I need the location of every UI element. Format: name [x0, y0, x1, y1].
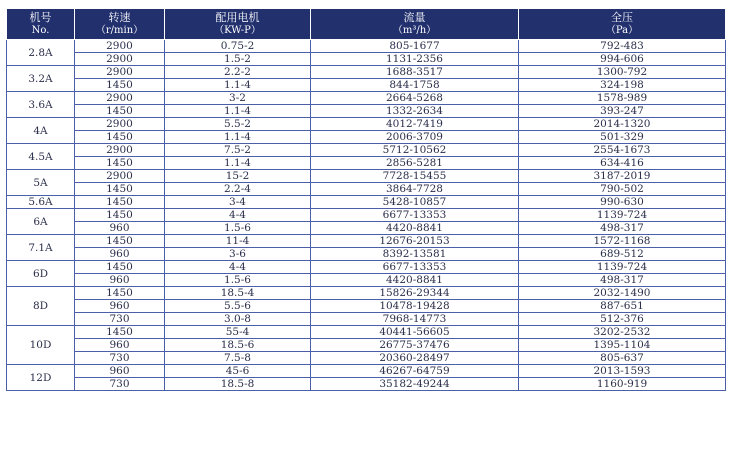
- flow-cell: 35182-49244: [311, 378, 519, 391]
- speed-cell: 730: [75, 378, 165, 391]
- pressure-cell: 1160-919: [519, 378, 726, 391]
- model-cell: 3.6A: [7, 92, 75, 118]
- speed-cell: 2900: [75, 144, 165, 157]
- model-cell: 5A: [7, 170, 75, 196]
- table-row: [7, 183, 726, 196]
- speed-cell: 730: [75, 313, 165, 326]
- model-cell: 4A: [7, 118, 75, 144]
- speed-cell: 1450: [75, 79, 165, 92]
- flow-cell: 1688-3517: [311, 66, 519, 79]
- model-cell: 2.8A: [7, 40, 75, 66]
- table-row: [7, 261, 726, 274]
- pressure-cell: 2554-1673: [519, 144, 726, 157]
- motor-cell: 3.0-8: [165, 313, 311, 326]
- flow-cell: 1332-2634: [311, 105, 519, 118]
- speed-cell: 1450: [75, 183, 165, 196]
- motor-cell: 3-6: [165, 248, 311, 261]
- header-speed: [75, 9, 165, 40]
- flow-cell: 2006-3709: [311, 131, 519, 144]
- header-model-sub: No.: [31, 25, 50, 36]
- header-speed-label: 转速: [108, 11, 131, 24]
- flow-cell: 26775-37476: [311, 339, 519, 352]
- motor-cell: 11-4: [165, 235, 311, 248]
- motor-cell: 1.1-4: [165, 105, 311, 118]
- pressure-cell: 3202-2532: [519, 326, 726, 339]
- speed-cell: 2900: [75, 66, 165, 79]
- speed-cell: 1450: [75, 196, 165, 209]
- motor-cell: 4-4: [165, 209, 311, 222]
- header-row: [7, 9, 726, 40]
- fan-spec-table-container: [6, 9, 725, 391]
- motor-cell: 55-4: [165, 326, 311, 339]
- table-row: [7, 170, 726, 183]
- pressure-cell: 2014-1320: [519, 118, 726, 131]
- model-cell: 10D: [7, 326, 75, 365]
- flow-cell: 40441-56605: [311, 326, 519, 339]
- speed-cell: 2900: [75, 118, 165, 131]
- table-row: [7, 131, 726, 144]
- table-body: [7, 40, 726, 391]
- table-row: [7, 66, 726, 79]
- table-row: [7, 313, 726, 326]
- header-model: [7, 9, 75, 40]
- model-cell: 6D: [7, 261, 75, 287]
- motor-cell: 1.1-4: [165, 79, 311, 92]
- table-header: [7, 9, 726, 40]
- header-flow: [311, 9, 519, 40]
- motor-cell: 4-4: [165, 261, 311, 274]
- pressure-cell: 498-317: [519, 222, 726, 235]
- table-row: [7, 287, 726, 300]
- header-motor-sub: （KW-P）: [214, 25, 261, 36]
- flow-cell: 7728-15455: [311, 170, 519, 183]
- motor-cell: 7.5-2: [165, 144, 311, 157]
- motor-cell: 5.5-2: [165, 118, 311, 131]
- motor-cell: 1.5-6: [165, 274, 311, 287]
- pressure-cell: 1395-1104: [519, 339, 726, 352]
- table-row: [7, 40, 726, 53]
- table-row: [7, 118, 726, 131]
- motor-cell: 18.5-6: [165, 339, 311, 352]
- flow-cell: 2856-5281: [311, 157, 519, 170]
- flow-cell: 12676-20153: [311, 235, 519, 248]
- pressure-cell: 324-198: [519, 79, 726, 92]
- table-row: [7, 339, 726, 352]
- header-motor-label: 配用电机: [215, 11, 260, 24]
- pressure-cell: 792-483: [519, 40, 726, 53]
- motor-cell: 1.5-6: [165, 222, 311, 235]
- pressure-cell: 990-630: [519, 196, 726, 209]
- pressure-cell: 3187-2019: [519, 170, 726, 183]
- pressure-cell: 512-376: [519, 313, 726, 326]
- model-cell: 12D: [7, 365, 75, 391]
- motor-cell: 45-6: [165, 365, 311, 378]
- flow-cell: 805-1677: [311, 40, 519, 53]
- table-row: [7, 196, 726, 209]
- speed-cell: 960: [75, 248, 165, 261]
- motor-cell: 3-4: [165, 196, 311, 209]
- flow-cell: 4420-8841: [311, 222, 519, 235]
- flow-cell: 5712-10562: [311, 144, 519, 157]
- model-cell: 3.2A: [7, 66, 75, 92]
- table-row: [7, 300, 726, 313]
- speed-cell: 960: [75, 339, 165, 352]
- speed-cell: 960: [75, 365, 165, 378]
- model-cell: 7.1A: [7, 235, 75, 261]
- fan-spec-table: [6, 9, 726, 391]
- motor-cell: 3-2: [165, 92, 311, 105]
- flow-cell: 2664-5268: [311, 92, 519, 105]
- header-pressure-sub: （Pa）: [605, 25, 639, 36]
- pressure-cell: 994-606: [519, 53, 726, 66]
- speed-cell: 2900: [75, 53, 165, 66]
- flow-cell: 4420-8841: [311, 274, 519, 287]
- table-row: [7, 53, 726, 66]
- flow-cell: 8392-13581: [311, 248, 519, 261]
- motor-cell: 5.5-6: [165, 300, 311, 313]
- model-cell: 6A: [7, 209, 75, 235]
- pressure-cell: 2032-1490: [519, 287, 726, 300]
- motor-cell: 7.5-8: [165, 352, 311, 365]
- header-flow-label: 流量: [403, 11, 426, 24]
- pressure-cell: 634-416: [519, 157, 726, 170]
- pressure-cell: 498-317: [519, 274, 726, 287]
- motor-cell: 1.1-4: [165, 131, 311, 144]
- header-pressure-label: 全压: [611, 11, 633, 24]
- table-row: [7, 79, 726, 92]
- speed-cell: 2900: [75, 40, 165, 53]
- speed-cell: 960: [75, 274, 165, 287]
- flow-cell: 3864-7728: [311, 183, 519, 196]
- table-row: [7, 352, 726, 365]
- pressure-cell: 1578-989: [519, 92, 726, 105]
- speed-cell: 1450: [75, 261, 165, 274]
- pressure-cell: 1139-724: [519, 209, 726, 222]
- model-cell: 5.6A: [7, 196, 75, 209]
- pressure-cell: 790-502: [519, 183, 726, 196]
- table-row: [7, 157, 726, 170]
- pressure-cell: 1300-792: [519, 66, 726, 79]
- table-row: [7, 326, 726, 339]
- pressure-cell: 1139-724: [519, 261, 726, 274]
- flow-cell: 5428-10857: [311, 196, 519, 209]
- table-row: [7, 248, 726, 261]
- flow-cell: 1131-2356: [311, 53, 519, 66]
- speed-cell: 1450: [75, 157, 165, 170]
- flow-cell: 15826-29344: [311, 287, 519, 300]
- table-row: [7, 105, 726, 118]
- table-row: [7, 222, 726, 235]
- speed-cell: 1450: [75, 326, 165, 339]
- pressure-cell: 2013-1593: [519, 365, 726, 378]
- table-row: [7, 274, 726, 287]
- table-row: [7, 365, 726, 378]
- flow-cell: 844-1758: [311, 79, 519, 92]
- motor-cell: 0.75-2: [165, 40, 311, 53]
- speed-cell: 1450: [75, 235, 165, 248]
- speed-cell: 1450: [75, 287, 165, 300]
- header-motor: [165, 9, 311, 40]
- pressure-cell: 689-512: [519, 248, 726, 261]
- flow-cell: 10478-19428: [311, 300, 519, 313]
- flow-cell: 7968-14773: [311, 313, 519, 326]
- table-row: [7, 92, 726, 105]
- flow-cell: 6677-13353: [311, 261, 519, 274]
- flow-cell: 20360-28497: [311, 352, 519, 365]
- flow-cell: 46267-64759: [311, 365, 519, 378]
- speed-cell: 2900: [75, 170, 165, 183]
- speed-cell: 960: [75, 300, 165, 313]
- pressure-cell: 1572-1168: [519, 235, 726, 248]
- speed-cell: 1450: [75, 105, 165, 118]
- speed-cell: 1450: [75, 131, 165, 144]
- model-cell: 8D: [7, 287, 75, 326]
- model-cell: 4.5A: [7, 144, 75, 170]
- speed-cell: 960: [75, 222, 165, 235]
- flow-cell: 4012-7419: [311, 118, 519, 131]
- motor-cell: 2.2-4: [165, 183, 311, 196]
- header-flow-sub: （m³/h）: [392, 25, 437, 36]
- motor-cell: 18.5-8: [165, 378, 311, 391]
- table-row: [7, 235, 726, 248]
- pressure-cell: 393-247: [519, 105, 726, 118]
- motor-cell: 1.1-4: [165, 157, 311, 170]
- motor-cell: 15-2: [165, 170, 311, 183]
- motor-cell: 18.5-4: [165, 287, 311, 300]
- header-pressure: [519, 9, 726, 40]
- speed-cell: 2900: [75, 92, 165, 105]
- speed-cell: 730: [75, 352, 165, 365]
- flow-cell: 6677-13353: [311, 209, 519, 222]
- motor-cell: 1.5-2: [165, 53, 311, 66]
- table-row: [7, 209, 726, 222]
- pressure-cell: 887-651: [519, 300, 726, 313]
- pressure-cell: 805-637: [519, 352, 726, 365]
- header-model-label: 机号: [29, 11, 52, 24]
- pressure-cell: 501-329: [519, 131, 726, 144]
- table-row: [7, 144, 726, 157]
- table-row: [7, 378, 726, 391]
- speed-cell: 1450: [75, 209, 165, 222]
- motor-cell: 2.2-2: [165, 66, 311, 79]
- header-speed-sub: （r/min）: [95, 25, 144, 36]
